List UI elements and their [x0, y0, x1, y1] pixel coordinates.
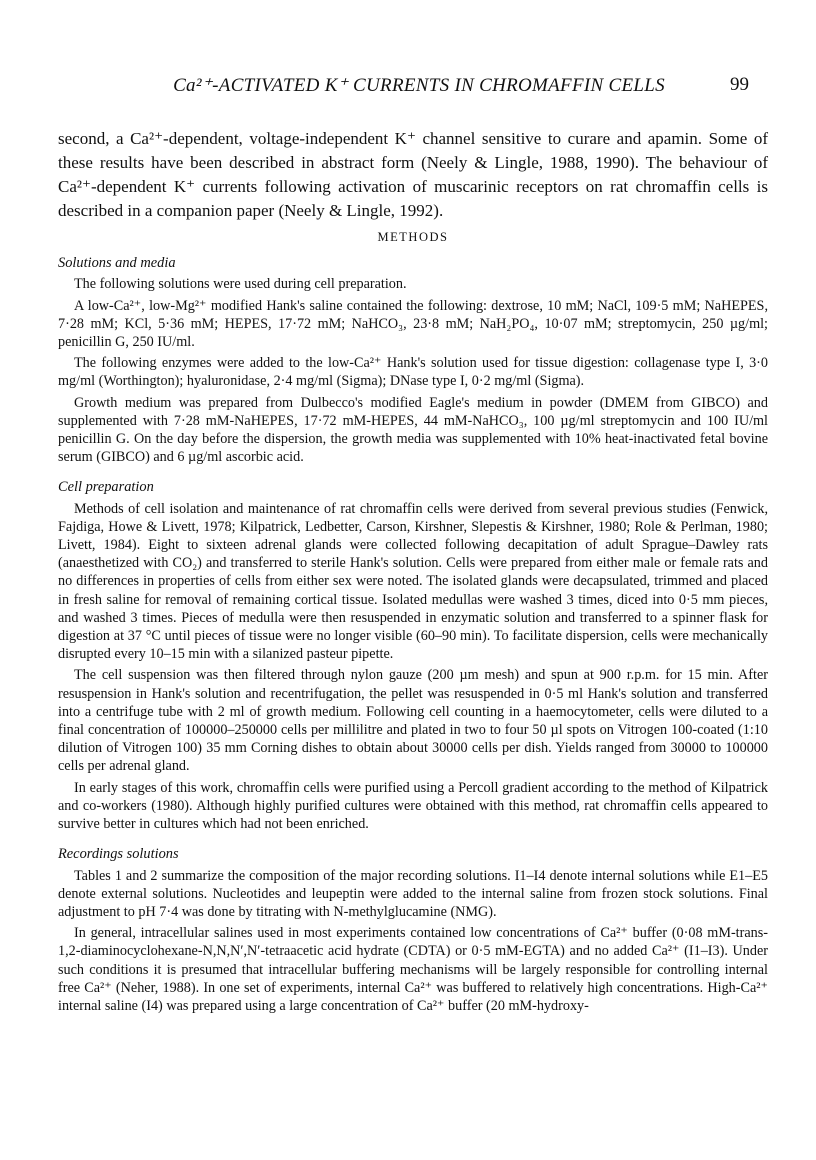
- paragraph: Tables 1 and 2 summarize the composition of the major recording solutions. I1–I4 denote internal solutions while E1–E5 denote external solutions. Nucleotides and leupeptin were added to the internal saline from frozen stock solutions. Final adjustment to pH 7·4 was done by titrating with N-methylglucamine (NMG).: [58, 867, 768, 920]
- paragraph: The following solutions were used during cell preparation.: [74, 276, 407, 293]
- page-number: 99: [730, 74, 749, 95]
- paragraph: Methods of cell isolation and maintenance of rat chromaffin cells were derived from several previous studies (Fenwick, Fajdiga, Howe & Livett, 1978; Kilpatrick, Ledbetter, Carson, Kirshner, Slepestis & Kirshner, 1980; Role & Perlman, 1980; Livett, 1984). Eight to sixteen adrenal glands were collected following decapitation of adult Sprague–Dawley rats (anaesthetized with CO₂) and transferred to sterile Hank's solution. Cells were prepared from either male or female rats and no differences in properties of cells from either sex were noted. The isolated glands were decapsulated, trimmed and placed in fresh saline for removal of remaining cortical tissue. Isolated medullas were washed 3 times, diced into 0·5 mm pieces, and washed 3 times. Pieces of medulla were then resuspended in enzymatic solution and transferred to a spinner flask for digestion at 37 °C until pieces of tissue were no longer visible (60–90 min). To facilitate dispersion, cells were mechanically disrupted every 10–15 min with a silanized pasteur pipette.: [58, 500, 768, 663]
- subheading-recordings: Recordings solutions: [58, 846, 179, 863]
- methods-section: [58, 228, 768, 1018]
- paragraph: A low-Ca²⁺, low-Mg²⁺ modified Hank's saline contained the following: dextrose, 10 mM; NaCl, 109·5 mM; NaHEPES, 7·28 mM; KCl, 5·36 mM; HEPES, 17·72 mM; NaHCO₃, 23·8 mM; NaH₂PO₄, 10·07 mM; streptomycin, 250 µg/ml; penicillin G, 250 IU/ml.: [58, 297, 768, 351]
- running-title: Ca²⁺-ACTIVATED K⁺ CURRENTS IN CHROMAFFIN CELLS: [173, 75, 665, 96]
- subheading-cell-preparation: Cell preparation: [58, 479, 154, 496]
- paragraph: The cell suspension was then filtered through nylon gauze (200 µm mesh) and spun at 900 r.p.m. for 15 min. After resuspension in Hank's solution and recentrifugation, the pellet was resuspended in 0·5 ml Hank's solution and transferred into a centrifuge tube with 2 ml of growth medium. Following cell counting in a haemocytometer, cells were diluted to a final concentration of 100000–250000 cells per millilitre and plated in two to four 50 µl spots on Vitrogen 100-coated (1:10 dilution of Vitrogen 100) 35 mm Corning dishes to obtain about 30000 cells per dish. Yields ranged from 30000 to 100000 cells per adrenal gland.: [58, 667, 768, 775]
- intro-paragraph: second, a Ca²⁺-dependent, voltage-independent K⁺ channel sensitive to curare and apamin. Some of these results have been described in abstract form (Neely & Lingle, 1988, 1990). The behaviour of Ca²⁺-dependent K⁺ currents following activation of muscarinic receptors on rat chromaffin cells is described in a companion paper (Neely & Lingle, 1992).: [58, 129, 768, 220]
- paragraph: In early stages of this work, chromaffin cells were purified using a Percoll gradient according to the method of Kilpatrick and co-workers (1980). Although highly purified cultures were obtained with this method, rat chromaffin cells appeared to survive better in cultures which had not been enriched.: [58, 779, 768, 833]
- methods-heading: METHODS: [377, 230, 449, 244]
- paragraph: Growth medium was prepared from Dulbecco's modified Eagle's medium in powder (DMEM from GIBCO) and supplemented with 7·28 mM-NaHEPES, 17·72 mM-HEPES, 44 mM-NaHCO₃, 100 µg/ml streptomycin and 100 IU/ml penicillin G. On the day before the dispersion, the growth media was supplemented with 10% heat-inactivated fetal bovine serum (GIBCO) and 6 µg/ml ascorbic acid.: [58, 394, 768, 466]
- subheading-solutions: Solutions and media: [58, 255, 176, 272]
- paragraph: The following enzymes were added to the low-Ca²⁺ Hank's solution used for tissue digestion: collagenase type I, 3·0 mg/ml (Worthington); hyaluronidase, 2·4 mg/ml (Sigma); DNase type I, 0·2 mg/ml (Sigma).: [58, 355, 768, 390]
- paragraph: In general, intracellular salines used in most experiments contained low concentrations of Ca²⁺ buffer (0·08 mM-trans-1,2-diaminocyclohexane-N,N,N′,N′-tetraacetic acid hydrate (CDTA) or 0·5 mM-EGTA) and no added Ca²⁺ (I1–I3). Under such conditions it is presumed that intracellular buffering mechanisms will be largely responsible for controlling internal free Ca²⁺ (Neher, 1988). In one set of experiments, internal Ca²⁺ was buffered to relatively high concentrations. High-Ca²⁺ internal saline (I4) was prepared using a large concentration of Ca²⁺ buffer (20 mM-hydroxy-: [58, 925, 768, 1014]
